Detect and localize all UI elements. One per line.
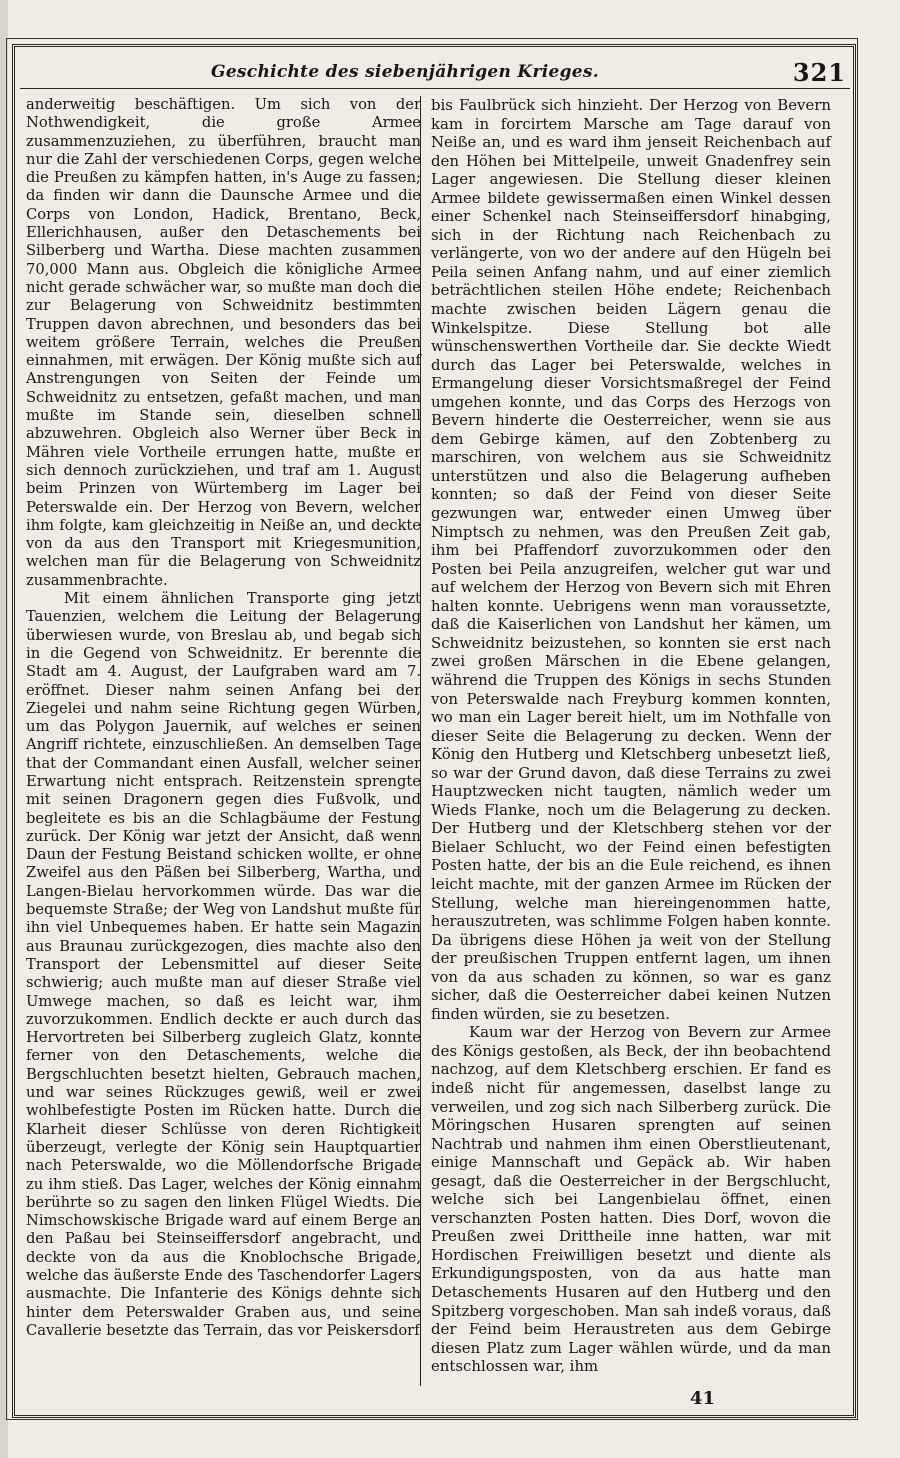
left-paragraph-1: anderweitig beschäftigen. Um sich von der Nothwendigkeit, die große Armee zusammenzuziehen, zu überführen, braucht man nur die Zahl der verschiedenen Corps, gegen welche die Preußen zu kämpfen hatten, in's Auge zu fassen; da finden wir dann die Daunsche Armee und die Corps von London, Hadick, Brentano, Beck, Ellerichhausen, außer den Detaschements bei Silberberg und Wartha. Diese machten zusammen 70,000 Mann aus. Obgleich die königliche Armee nicht gerade schwächer war, so mußte man doch die zur Belagerung von Schweidnitz bestimmten Truppen davon abrechnen, und besonders das bei weitem größere Terrain, welches die Preußen einnahmen, mit erwägen. Der König mußte sich auf Anstrengungen von Seiten der Feinde um Schweidnitz zu entsetzen, gefaßt machen, und man mußte im Stande sein, dieselben schnell abzuwehren. Obgleich also Werner über Beck in Mähren viele Vortheile errungen hatte, mußte er sich dennoch zurückziehen, und traf am 1. August beim Prinzen von Würtemberg im Lager bei Peterswalde ein. Der Herzog von Bevern, welcher ihm folgte, kam gleichzeitig in Neiße an, und deckte von da aus den Transport mit Kriegesmunition, welchen man für die Belagerung von Schweidnitz zusammenbrachte. — [26, 96, 421, 589]
right-paragraph-2: Kaum war der Herzog von Bevern zur Armee des Königs gestoßen, als Beck, der ihn beobachtend nachzog, auf dem Kletschberg erschien. Er fand es indeß nicht für angemessen, daselbst lange zu verweilen, und zog sich nach Silberberg zurück. Die Möringschen Husaren sprengten auf seinen Nachtrab und nahmen ihm einen Oberstlieutenant, einige Mannschaft und Gepäck ab. Wir haben gesagt, daß die Oesterreicher in der Bergschlucht, welche sich bei Langenbielau öffnet, einen verschanzten Posten hatten. Dies Dorf, wovon die Preußen zwei Drittheile inne hatten, war mit Hordischen Freiwilligen besetzt und diente als Erkundigungsposten, von da aus hatte man Detaschements Husaren auf den Hutberg und den Spitzberg vorgeschoben. Man sah indeß voraus, daß der Feind beim Heraustreten aus dem Gebirge diesen Platz zum Lager wählen würde, und da man entschlossen war, ihm — [431, 1023, 831, 1376]
signature-mark: 41 — [690, 1388, 716, 1409]
right-column — [431, 96, 831, 1376]
page-number: 321 — [792, 58, 846, 87]
left-column — [26, 96, 421, 1340]
page-header — [20, 58, 850, 89]
left-paragraph-2: Mit einem ähnlichen Transporte ging jetzt Tauenzien, welchem die Leitung der Belagerung überwiesen wurde, von Breslau ab, und begab sich in die Gegend von Schweidnitz. Er berennte die Stadt am 4. August, der Laufgraben ward am 7. eröffnet. Dieser nahm seinen Anfang bei der Ziegelei und nahm seine Richtung gegen Würben, um das Polygon Jauernik, auf welches er seinen Angriff richtete, einzuschließen. An demselben Tage that der Commandant einen Ausfall, welcher seiner Erwartung nicht entsprach. Reitzenstein sprengte mit seinen Dragonern gegen dies Fußvolk, und begleitete es bis an die Schlagbäume der Festung zurück. Der König war jetzt der Ansicht, daß wenn Daun der Festung Beistand schicken wollte, er ohne Zweifel aus den Päßen bei Silberberg, Wartha, und Langen-Bielau hervorkommen würde. Das war die bequemste Straße; der Weg von Landshut mußte für ihn viel Unbequemes haben. Er hatte sein Magazin aus Braunau zurückgezogen, dies machte also den Transport der Lebensmittel auf dieser Seite schwierig; auch mußte man auf dieser Straße viel Umwege machen, so daß es leicht war, ihm zuvorzukommen. Endlich deckte er auch durch das Hervortreten bei Silberberg zugleich Glatz, konnte ferner von den Detaschements, welche die Bergschluchten besetzt hielten, Gebrauch machen, und war seines Rückzuges gewiß, weil er zwei wohlbefestigte Posten im Rücken hatte. Durch die Klarheit dieser Schlüsse von deren Richtigkeit überzeugt, verlegte der König sein Hauptquartier nach Peterswalde, wo die Möllendorfsche Brigade zu ihm stieß. Das Lager, welches der König einnahm berührte so zu sagen den linken Flügel Wiedts. Die Nimschowskische Brigade ward auf einem Berge an den Paßau bei Steinseiffersdorf angebracht, und deckte von da aus die Knoblochsche Brigade, welche das äußerste Ende des Taschendorfer Lagers ausmachte. Die Infanterie des Königs dehnte sich hinter dem Peterswalder Graben aus, und seine Cavallerie besetzte das Terrain, das vor Peiskersdorf — [26, 590, 421, 1339]
column-divider — [420, 96, 421, 1386]
right-paragraph-1: bis Faulbrück sich hinzieht. Der Herzog von Bevern kam in forcirtem Marsche am Tage darauf von Neiße an, und es ward ihm jenseit Reichenbach auf den Höhen bei Mittelpeile, unweit Gnadenfrey sein Lager angewiesen. Die Stellung dieser kleinen Armee bildete gewissermaßen einen Winkel dessen einer Schenkel nach Steinseiffersdorf hinabging, sich in der Richtung nach Reichenbach zu verlängerte, von wo der andere auf den Hügeln bei Peila seinen Anfang nahm, und auf einer ziemlich beträchtlichen steilen Höhe endete; Reichenbach machte zwischen beiden Lägern genau die Winkelspitze. Diese Stellung bot alle wünschenswerthen Vortheile dar. Sie deckte Wiedt durch das Lager bei Peterswalde, welches in Ermangelung dieser Vorsichtsmaßregel der Feind umgehen konnte, und das Corps des Herzogs von Bevern hinderte die Oesterreicher, wenn sie aus dem Gebirge kämen, auf den Zobtenberg zu marschiren, von welchem aus sie Schweidnitz unterstützen und also die Belagerung aufheben konnten; so daß der Feind von dieser Seite gezwungen war, entweder einen Umweg über Nimptsch zu nehmen, was den Preußen Zeit gab, ihm bei Pfaffendorf zuvorzukommen oder den Posten bei Peila anzugreifen, welcher gut war und auf welchem der Herzog von Bevern sich mit Ehren halten konnte. Uebrigens wenn man voraussetzte, daß die Kaiserlichen von Landshut her kämen, um Schweidnitz beizustehen, so konnten sie erst nach zwei großen Märschen in die Ebene gelangen, während die Truppen des Königs in sechs Stunden von Peterswalde nach Freyburg kommen konnten, wo man ein Lager bereit hielt, um im Nothfalle von dieser Seite die Belagerung zu decken. Wenn der König den Hutberg und Kletschberg unbesetzt ließ, so war der Grund davon, daß diese Terrains zu zwei Hauptzwecken nicht taugten, nämlich weder um Wieds Flanke, noch um die Belagerung zu decken. Der Hutberg und der Kletschberg stehen vor der Bielaer Schlucht, wo der Feind einen befestigten Posten hatte, der bis an die Eule reichend, es ihnen leicht machte, mit der ganzen Armee im Rücken der Stellung, welche man hiereingenommen hatte, herauszutreten, was schlimme Folgen haben konnte. Da übrigens diese Höhen ja weit von der Stellung der preußischen Truppen entfernt lagen, um ihnen von da aus schaden zu können, so war es ganz sicher, daß die Oesterreicher dabei keinen Nutzen finden würden, sie zu besetzen. — [431, 96, 831, 1023]
running-title: Geschichte des siebenjährigen Krieges. — [211, 62, 599, 82]
